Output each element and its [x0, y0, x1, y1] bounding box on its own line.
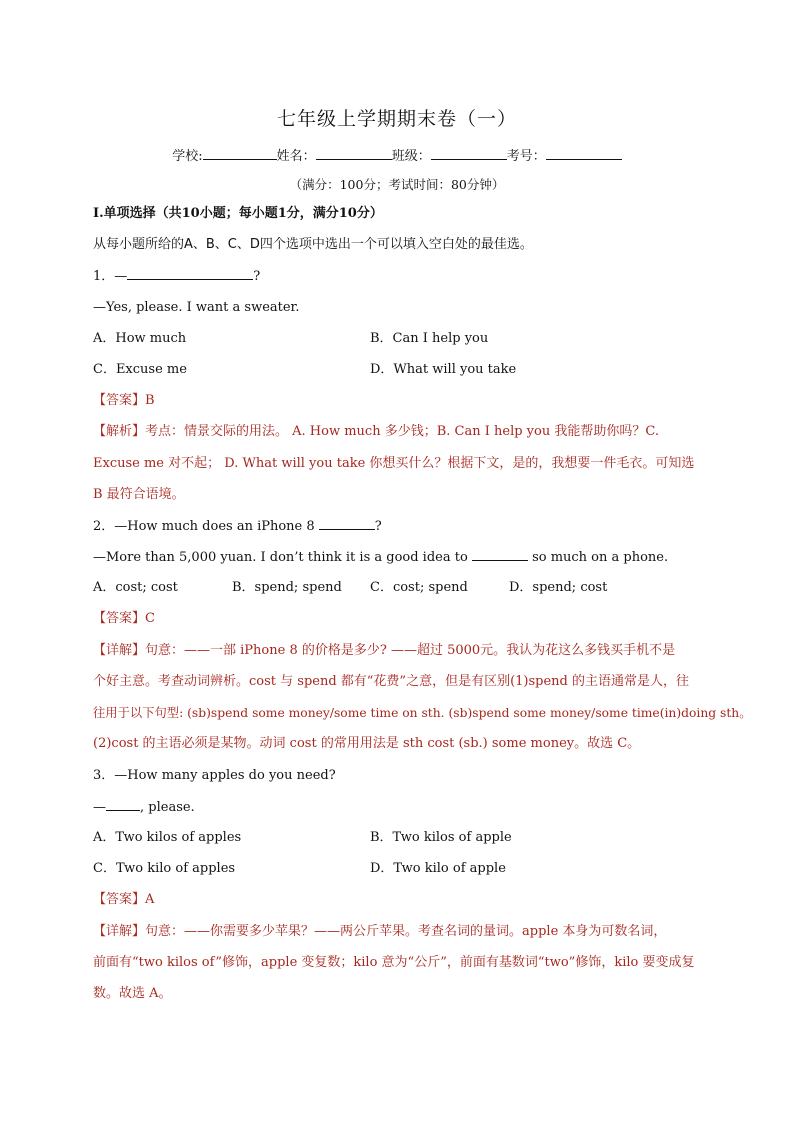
question-2-reply-blank [472, 547, 528, 561]
question-3-reply [93, 797, 195, 818]
school-label: 学校: [172, 149, 203, 164]
question-2-option-d: D．spend; cost [509, 580, 608, 595]
name-blank[interactable] [316, 146, 392, 160]
answer-tag: 【答案】 [93, 393, 146, 408]
question-1-option-a: A．How much [93, 331, 187, 346]
question-2-reply [93, 547, 668, 568]
question-3-detail-line-1 [93, 922, 666, 942]
question-1-blank [127, 266, 253, 280]
analysis-text: 考点：情景交际的用法。 A. How much 多少钱；B. Can I help you 我能帮助你吗？C. [145, 424, 659, 439]
detail-tag: 【详解】 [93, 924, 146, 939]
question-2-option-a: A．cost; cost [93, 580, 178, 595]
section-instruction: 从每小题所给的A、B、C、D四个选项中选出一个可以填入空白处的最佳选。 [93, 237, 533, 252]
question-2-blank [319, 516, 375, 530]
question-1-option-d: D．What will you take [370, 362, 517, 377]
question-2-text: 2．—How much does an iPhone 8 [93, 519, 319, 534]
class-blank[interactable] [431, 146, 507, 160]
answer-value: A [145, 892, 155, 907]
class-label: 班级： [391, 149, 431, 164]
question-3-dash: — [93, 800, 106, 815]
analysis-tag: 【解析】 [93, 424, 146, 439]
question-1-number: 1．— [93, 269, 128, 284]
school-blank[interactable] [203, 146, 277, 160]
question-2-reply-text: —More than 5,000 yuan. I don’t think it is a good idea to [93, 550, 472, 565]
question-3-option-a: A．Two kilos of apples [93, 830, 242, 845]
exam-note: （满分：100分；考试时间：80分钟） [289, 177, 505, 192]
question-3-option-c: C．Two kilo of apples [93, 861, 236, 876]
question-2-detail-line-3: 往用于以下句型: (sb)spend some money/some time on sth. (sb)spend some money/some time(in)doing sth。 [93, 706, 752, 720]
question-2-option-c: C．cost; spend [370, 580, 468, 595]
question-2-detail-line-4: (2)cost 的主语必须是某物。动词 cost 的常用用法是 sth cost (sb.) some money。故选 C。 [93, 736, 641, 751]
student-info-line [0, 145, 794, 164]
section-heading: I.单项选择（共10小题；每小题1分，满分10分） [93, 206, 383, 221]
question-3-reply-end: , please. [140, 800, 195, 815]
question-1-answer [93, 391, 155, 411]
question-3-option-b: B．Two kilos of apple [370, 830, 512, 845]
detail-text: 句意：——一部 iPhone 8 的价格是多少? ——超过 5000元。我认为花这么多钱买手机不是 [145, 643, 676, 658]
detail-text: 句意：——你需要多少苹果？——两公斤苹果。考查名词的量词。apple 本身为可数名词， [145, 924, 667, 939]
question-3-detail-line-3: 数。故选 A。 [93, 986, 172, 1001]
question-2-reply-end: so much on a phone. [527, 550, 669, 565]
question-2-mark: ? [374, 519, 382, 534]
detail-tag: 【详解】 [93, 643, 146, 658]
name-label: 姓名： [276, 149, 316, 164]
question-1-option-c: C．Excuse me [93, 362, 187, 377]
question-3-answer [93, 890, 154, 910]
question-1-stem [93, 266, 260, 287]
answer-value: B [145, 393, 155, 408]
answer-tag: 【答案】 [93, 892, 146, 907]
question-3-stem: 3．—How many apples do you need? [93, 768, 336, 783]
page-title: 七年级上学期期末卷（一） [276, 108, 517, 130]
question-3-blank [106, 797, 140, 811]
question-2-option-b: B．spend; spend [232, 580, 342, 595]
question-3-detail-line-2: 前面有“two kilos of”修饰，apple 变复数；kilo 意为“公斤”，前面有基数词“two”修饰，kilo 要变成复 [93, 955, 695, 970]
question-2-stem [93, 516, 382, 537]
answer-value: C [145, 611, 155, 626]
question-2-detail-line-1 [93, 641, 675, 661]
question-1-mark: ? [253, 269, 261, 284]
answer-tag: 【答案】 [93, 611, 146, 626]
exam-number-blank[interactable] [546, 146, 622, 160]
question-1-reply: —Yes, please. I want a sweater. [93, 300, 300, 315]
question-2-answer [93, 609, 155, 629]
question-1-analysis-line-1 [93, 422, 659, 442]
question-1-option-b: B．Can I help you [370, 331, 489, 346]
question-3-option-d: D．Two kilo of apple [370, 861, 506, 876]
question-2-detail-line-2: 个好主意。考查动词辨析。cost 与 spend 都有“花费”之意，但是有区别(1)spend 的主语通常是人，往 [93, 674, 690, 689]
question-1-analysis-line-3: B 最符合语境。 [93, 487, 185, 502]
exam-number-label: 考号： [506, 149, 546, 164]
question-1-analysis-line-2: Excuse me 对不起； D. What will you take 你想买什么？根据下文，是的，我想要一件毛衣。可知选 [93, 456, 695, 471]
